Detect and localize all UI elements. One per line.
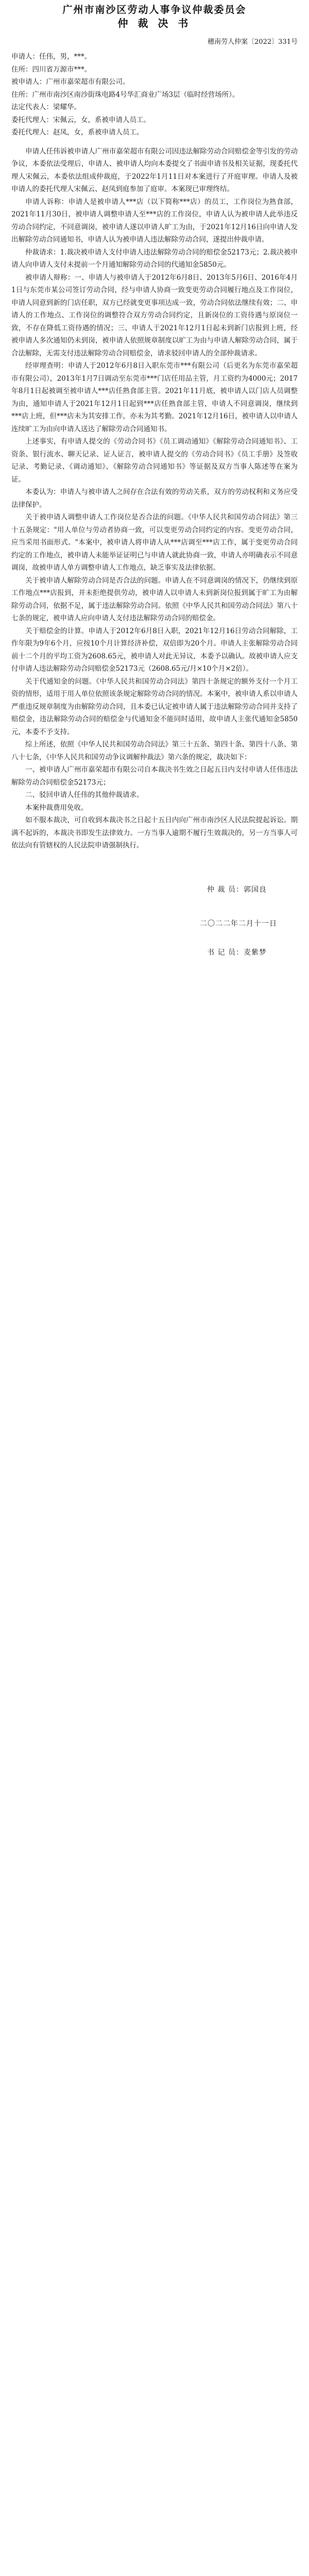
body-paragraph: 本委认为：申请人与被申请人之间存在合法有效的劳动关系，双方的劳动权利和义务应受法律保护。 xyxy=(11,488,298,509)
body-paragraph: 综上所述，依照《中华人民共和国劳动合同法》第三十五条、第四十条、第四十八条、第八十七条，《中华人民共和国劳动争议调解仲裁法》第六条的规定，裁决如下： xyxy=(11,740,298,761)
body-paragraph: 关于代通知金的问题。《中华人民共和国劳动合同法》第四十条规定的额外支付一个月工资的情形，适用于用人单位依照该条规定解除劳动合同的情况。本案中，被申请人系以申请人严重违反规章制度为由解除劳动合同，且本委已认定被申请人属于违法解除劳动合同并支持了赔偿金，违法解除劳动合同的赔偿金与代通知金不能同时适用，故申请人主张代通知金5850元，本委不予支持。 xyxy=(11,677,298,736)
body-paragraph: 仲裁请求：1.裁决被申请人支付申请人违法解除劳动合同的赔偿金52173元；2.裁决被申请人向申请人支付未提前一个月通知解除劳动合同的代通知金5850元。 xyxy=(11,248,298,269)
ruling-date: 二〇二二年二月十一日 xyxy=(200,919,277,928)
body-paragraph: 关于赔偿金的计算。申请人于2012年6月8日入职，2021年12月16日劳动合同解除，工作年限为9年6个月，应按10个月计算经济补偿，双倍即为20个月。申请人主张解除劳动合同前十二个月的平均工资为2608.65元，被申请人对此无异议，本委予以确认。故被申请人应支付申请人违法解除劳动合同赔偿金52173元（2608.65元/月×10个月×2倍）。 xyxy=(11,626,298,673)
party-line: 被申请人：广州市嘉荣超市有限公司。 xyxy=(11,78,130,86)
ruling-item: 二、驳回申请人任伟的其他仲裁请求。 xyxy=(25,791,144,799)
party-line: 法定代表人：梁耀华。 xyxy=(11,103,81,111)
body-paragraph: 被申请人辩称：一、申请人与被申请人于2012年6月8日、2013年5月6日、2016年4月1日与东莞市某公司签订劳动合同，经与申请人协商一致变更劳动合同履行地点及工作岗位，申请人同意到新的门店任职，双方已经就变更事项达成一致，劳动合同依法继续有效；二、申请人的工作地点、工作岗位的调整符合双方劳动合同约定，且新岗位的工资待遇与原岗位一致，不存在降低工资待遇的情况；三、申请人于2021年12月1日起未到新门店报到上班，经被申请人多次通知仍未到岗，被申请人依照规章制度以旷工为由与申请人解除劳动合同，属于合法解除，无需支付违法解除劳动合同赔偿金，请求驳回申请人的全部仲裁请求。 xyxy=(11,273,298,358)
body-paragraph: 如不服本裁决，可自收到本裁决书之日起十五日内向广州市南沙区人民法院提起诉讼。期满不起诉的，本裁决书即发生法律效力。一方当事人逾期不履行生效裁决的，另一方当事人可依法向有管辖权的人民法院申请强制执行。 xyxy=(11,816,298,850)
clerk-signature: 书 记 员：麦紫梦 xyxy=(207,948,267,957)
document-number: 穗南劳人仲案〔2022〕331号 xyxy=(208,38,298,46)
ruling-item: 一、被申请人广州市嘉荣超市有限公司自本裁决书生效之日起五日内支付申请人任伟违法解除劳动合同赔偿金52173元； xyxy=(11,766,298,787)
arbitrator-signature: 仲 裁 员：郭国良 xyxy=(207,885,267,894)
document-title: 仲 裁 决 书 xyxy=(117,17,192,29)
commission-title: 广州市南沙区劳动人事争议仲裁委员会 xyxy=(62,4,247,15)
party-line: 住所：广州市南沙区南沙街珠电路4号华汇商业广场3层（临时经营场所）。 xyxy=(11,90,239,99)
party-line: 委托代理人：赵凤，女，系被申请人员工。 xyxy=(11,128,144,137)
body-paragraph: 上述事实，有申请人提交的《劳动合同书》《员工调动通知》《解除劳动合同通知书》、工资条、银行流水、聊天记录、证人证言，被申请人提交的《劳动合同书》《员工手册》及签收记录、考勤记录、《调动通知》、《解除劳动合同通知书》等证据及双方当事人陈述等在案为证。 xyxy=(11,437,298,484)
party-line: 住所：四川省万源市***。 xyxy=(11,65,92,74)
body-paragraph: 本案仲裁费用免收。 xyxy=(25,803,88,812)
body-paragraph: 关于被申请人调整申请人工作岗位是否合法的问题。《中华人民共和国劳动合同法》第三十五条规定："用人单位与劳动者协商一致，可以变更劳动合同约定的内容。变更劳动合同，应当采用书面形式。"本案中，被申请人将申请人从***店调至***店工作，属于变更劳动合同约定的工作地点，被申请人未能举证证明已与申请人就此协商一致，申请人亦明确表示不同意调岗，故被申请人单方调整申请人工作地点，缺乏事实及法律依据。 xyxy=(11,513,298,572)
body-paragraph: 关于被申请人解除劳动合同是否合法的问题。申请人在不同意调岗的情况下，仍继续到原工作地点***店报到，并未拒绝提供劳动，被申请人以申请人未到新岗位报到属于旷工为由解除劳动合同，依据不足，属于违法解除劳动合同。依照《中华人民共和国劳动合同法》第八十七条的规定，被申请人应向申请人支付违法解除劳动合同的赔偿金。 xyxy=(11,576,298,622)
party-line: 申请人：任伟，男，***。 xyxy=(11,53,92,61)
parties-section xyxy=(11,50,298,139)
party-line: 委托代理人：宋佩云，女，系被申请人员工。 xyxy=(11,115,150,124)
body-paragraph: 申请人诉称：申请人是被申请人***店（以下简称***店）的员工，工作岗位为熟食部，2021年11月30日，被申请人调整申请人至***店的工作岗位，申请人认为被申请人此举违反劳动合同约定，不同意调岗，被申请人遂以申请人旷工为由，于2021年12月16日向申请人发出解除劳动合同通知书，申请人认为被申请人违法解除劳动合同，遂提出仲裁申请。 xyxy=(11,197,298,244)
body-paragraph: 申请人任伟诉被申请人广州市嘉荣超市有限公司因违法解除劳动合同赔偿金等引发的劳动争议，本委依法受理后，申请人、被申请人均向本委提交了书面申请书及相关证据，现委托代理人宋佩云，本委依法组成仲裁庭，于2022年1月11日对本案进行了开庭审理。申请人及被申请人的委托代理人宋佩云、赵凤到庭参加了庭审。本案现已审理终结。 xyxy=(11,147,298,193)
document-body xyxy=(11,145,298,852)
body-paragraph: 经审理查明：申请人于2012年6月8日入职东莞市***有限公司（后更名为东莞市嘉荣超市有限公司），2013年1月7日调动至东莞市***门店任用品主管，月工资约为4000元；2017年8月1日起被调至被申请人***店任熟食部主管。2021年11月底，被申请人以门店人员调整为由，通知申请人于2021年12月1日起到***店任熟食部主管，申请人不同意调岗，继续到***店上班，但***店未为其安排工作，亦未为其考勤。2021年12月16日，被申请人以申请人连续旷工为由向申请人送达了解除劳动合同通知书。 xyxy=(11,362,298,433)
